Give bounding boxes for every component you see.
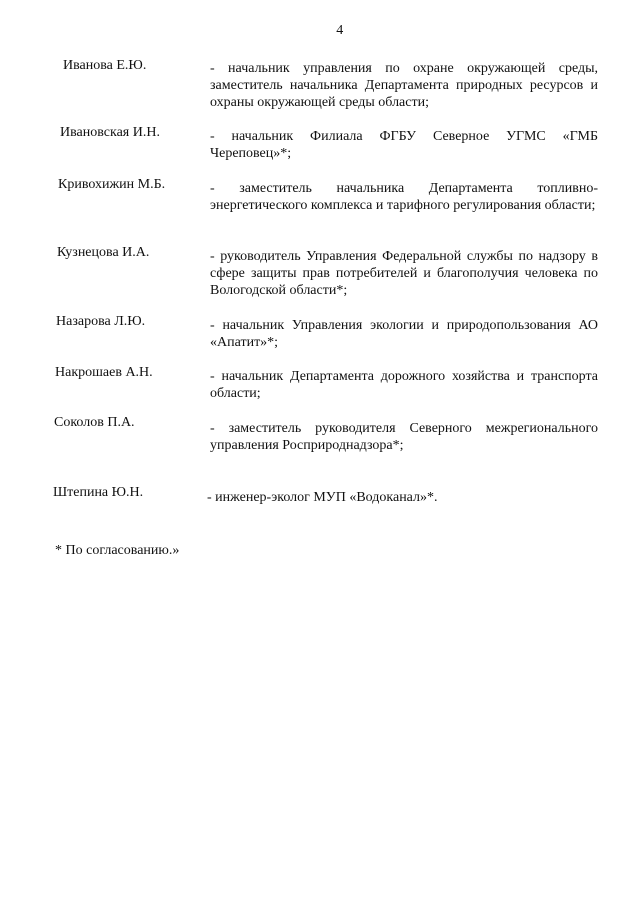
member-name: Соколов П.А. (54, 415, 135, 430)
member-name: Назарова Л.Ю. (56, 314, 146, 329)
member-role: - руководитель Управления Федеральной службы по надзору в сфере защиты прав потребителей и благополучия человека по Вологодской области*; (210, 249, 598, 298)
member-role: - начальник Департамента дорожного хозяйства и транспорта области; (210, 369, 598, 401)
member-name: Кузнецова И.А. (57, 245, 150, 260)
member-role: - начальник Филиала ФГБУ Северное УГМС «ГМБ Череповец»*; (210, 129, 598, 161)
member-role: - начальник управления по охране окружающей среды, заместитель начальника Департамента природных ресурсов и охраны окружающей среды области; (210, 61, 598, 110)
member-role: - инженер-эколог МУП «Водоканал»*. (207, 490, 438, 505)
member-name: Иванова Е.Ю. (63, 58, 147, 73)
member-role: - начальник Управления экологии и природопользования АО «Апатит»*; (210, 318, 598, 350)
member-name: Накрошаев А.Н. (55, 365, 153, 380)
member-name: Штепина Ю.Н. (53, 485, 144, 500)
footnote: * По согласованию.» (55, 543, 180, 558)
member-role: - заместитель руководителя Северного межрегионального управления Росприроднадзора*; (210, 421, 598, 453)
member-name: Ивановская И.Н. (60, 125, 160, 140)
page-number: 4 (336, 23, 344, 38)
member-name: Кривохижин М.Б. (58, 177, 166, 192)
member-role: - заместитель начальника Департамента топливно-энергетического комплекса и тарифного регулирования области; (210, 181, 598, 213)
